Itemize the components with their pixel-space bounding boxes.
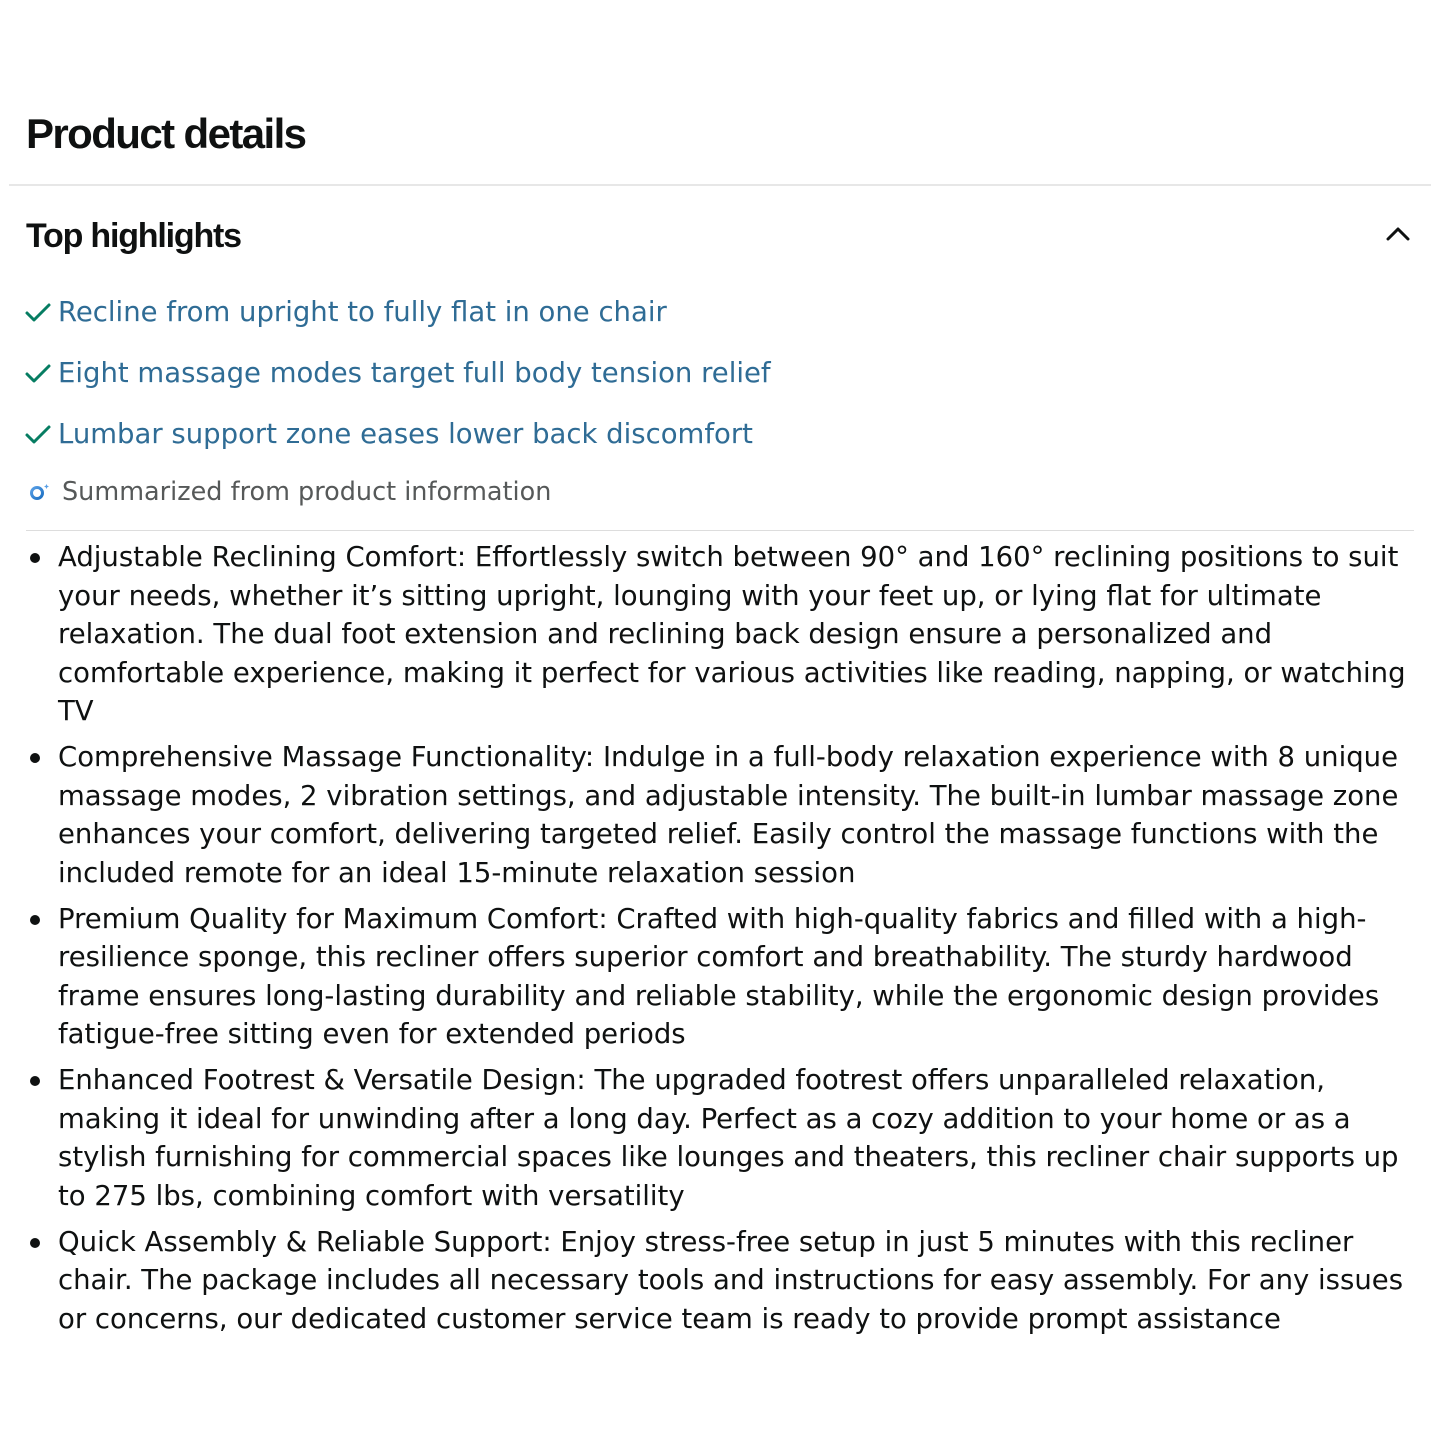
highlight-link[interactable]: Eight massage modes target full body tension relief bbox=[58, 357, 771, 389]
bullet-dot bbox=[30, 1238, 40, 1248]
feature-bullet-text: Premium Quality for Maximum Comfort: Crafted with high-quality fabrics and filled with a high-resilience sponge, this recliner offers superior comfort and breathability. The sturdy hardwood frame ensures long-lasting durability and reliable stability, while the ergonomic design provides fatigue-free sitting even for extended periods bbox=[58, 902, 1380, 1050]
check-icon bbox=[24, 298, 52, 326]
highlight-item[interactable] bbox=[24, 345, 771, 401]
summary-text: Summarized from product information bbox=[62, 477, 552, 507]
bullet-dot bbox=[30, 753, 40, 763]
bullet-dot bbox=[30, 553, 40, 563]
highlight-link[interactable]: Recline from upright to fully flat in one chair bbox=[58, 296, 667, 328]
chevron-up-icon bbox=[1378, 214, 1418, 254]
feature-bullet bbox=[26, 738, 1418, 892]
check-icon bbox=[24, 420, 52, 448]
bullet-dot bbox=[30, 915, 40, 925]
highlight-item[interactable] bbox=[24, 284, 771, 340]
highlights-divider bbox=[26, 530, 1414, 531]
feature-bullet bbox=[26, 1223, 1418, 1339]
highlight-link[interactable]: Lumbar support zone eases lower back discomfort bbox=[58, 418, 753, 450]
feature-bullets bbox=[26, 538, 1418, 1346]
feature-bullet-text: Quick Assembly & Reliable Support: Enjoy stress-free setup in just 5 minutes with this recliner chair. The package includes all necessary tools and instructions for easy assembly. For any issues or concerns, our dedicated customer service team is ready to provide prompt assistance bbox=[58, 1225, 1404, 1335]
feature-bullet bbox=[26, 1061, 1418, 1215]
collapse-toggle-button[interactable] bbox=[1378, 214, 1418, 254]
top-highlights-header[interactable] bbox=[26, 210, 1418, 264]
page-title: Product details bbox=[26, 110, 306, 157]
section-divider bbox=[9, 184, 1431, 186]
feature-bullet-text: Comprehensive Massage Functionality: Indulge in a full-body relaxation experience with 8 unique massage modes, 2 vibration settings, and adjustable intensity. The built-in lumbar massage zone enhances your comfort, delivering targeted relief. Easily control the massage functions with the included remote for an ideal 15-minute relaxation session bbox=[58, 741, 1399, 889]
check-icon bbox=[24, 359, 52, 387]
feature-bullet-text: Adjustable Reclining Comfort: Effortlessly switch between 90° and 160° reclining positions to suit your needs, whether it’s sitting upright, lounging with your feet up, or lying flat for ultimate relaxation. The dual foot extension and reclining back design ensure a personalized and comfortable experience, making it perfect for various activities like reading, napping, or watching TV bbox=[58, 541, 1406, 727]
highlight-item[interactable] bbox=[24, 406, 771, 462]
ai-sparkle-icon bbox=[28, 481, 50, 503]
ai-summary-note bbox=[28, 472, 551, 512]
feature-bullet bbox=[26, 538, 1418, 731]
bullet-dot bbox=[30, 1076, 40, 1086]
top-highlights-title: Top highlights bbox=[26, 217, 241, 255]
feature-bullet-text: Enhanced Footrest & Versatile Design: The upgraded footrest offers unparalleled relaxation, making it ideal for unwinding after a long day. Perfect as a cozy addition to your home or as a stylish furnishing for commercial spaces like lounges and theaters, this recliner chair supports up to 275 lbs, combining comfort with versatility bbox=[58, 1064, 1399, 1212]
feature-bullet bbox=[26, 900, 1418, 1054]
top-highlights-list bbox=[24, 284, 771, 467]
